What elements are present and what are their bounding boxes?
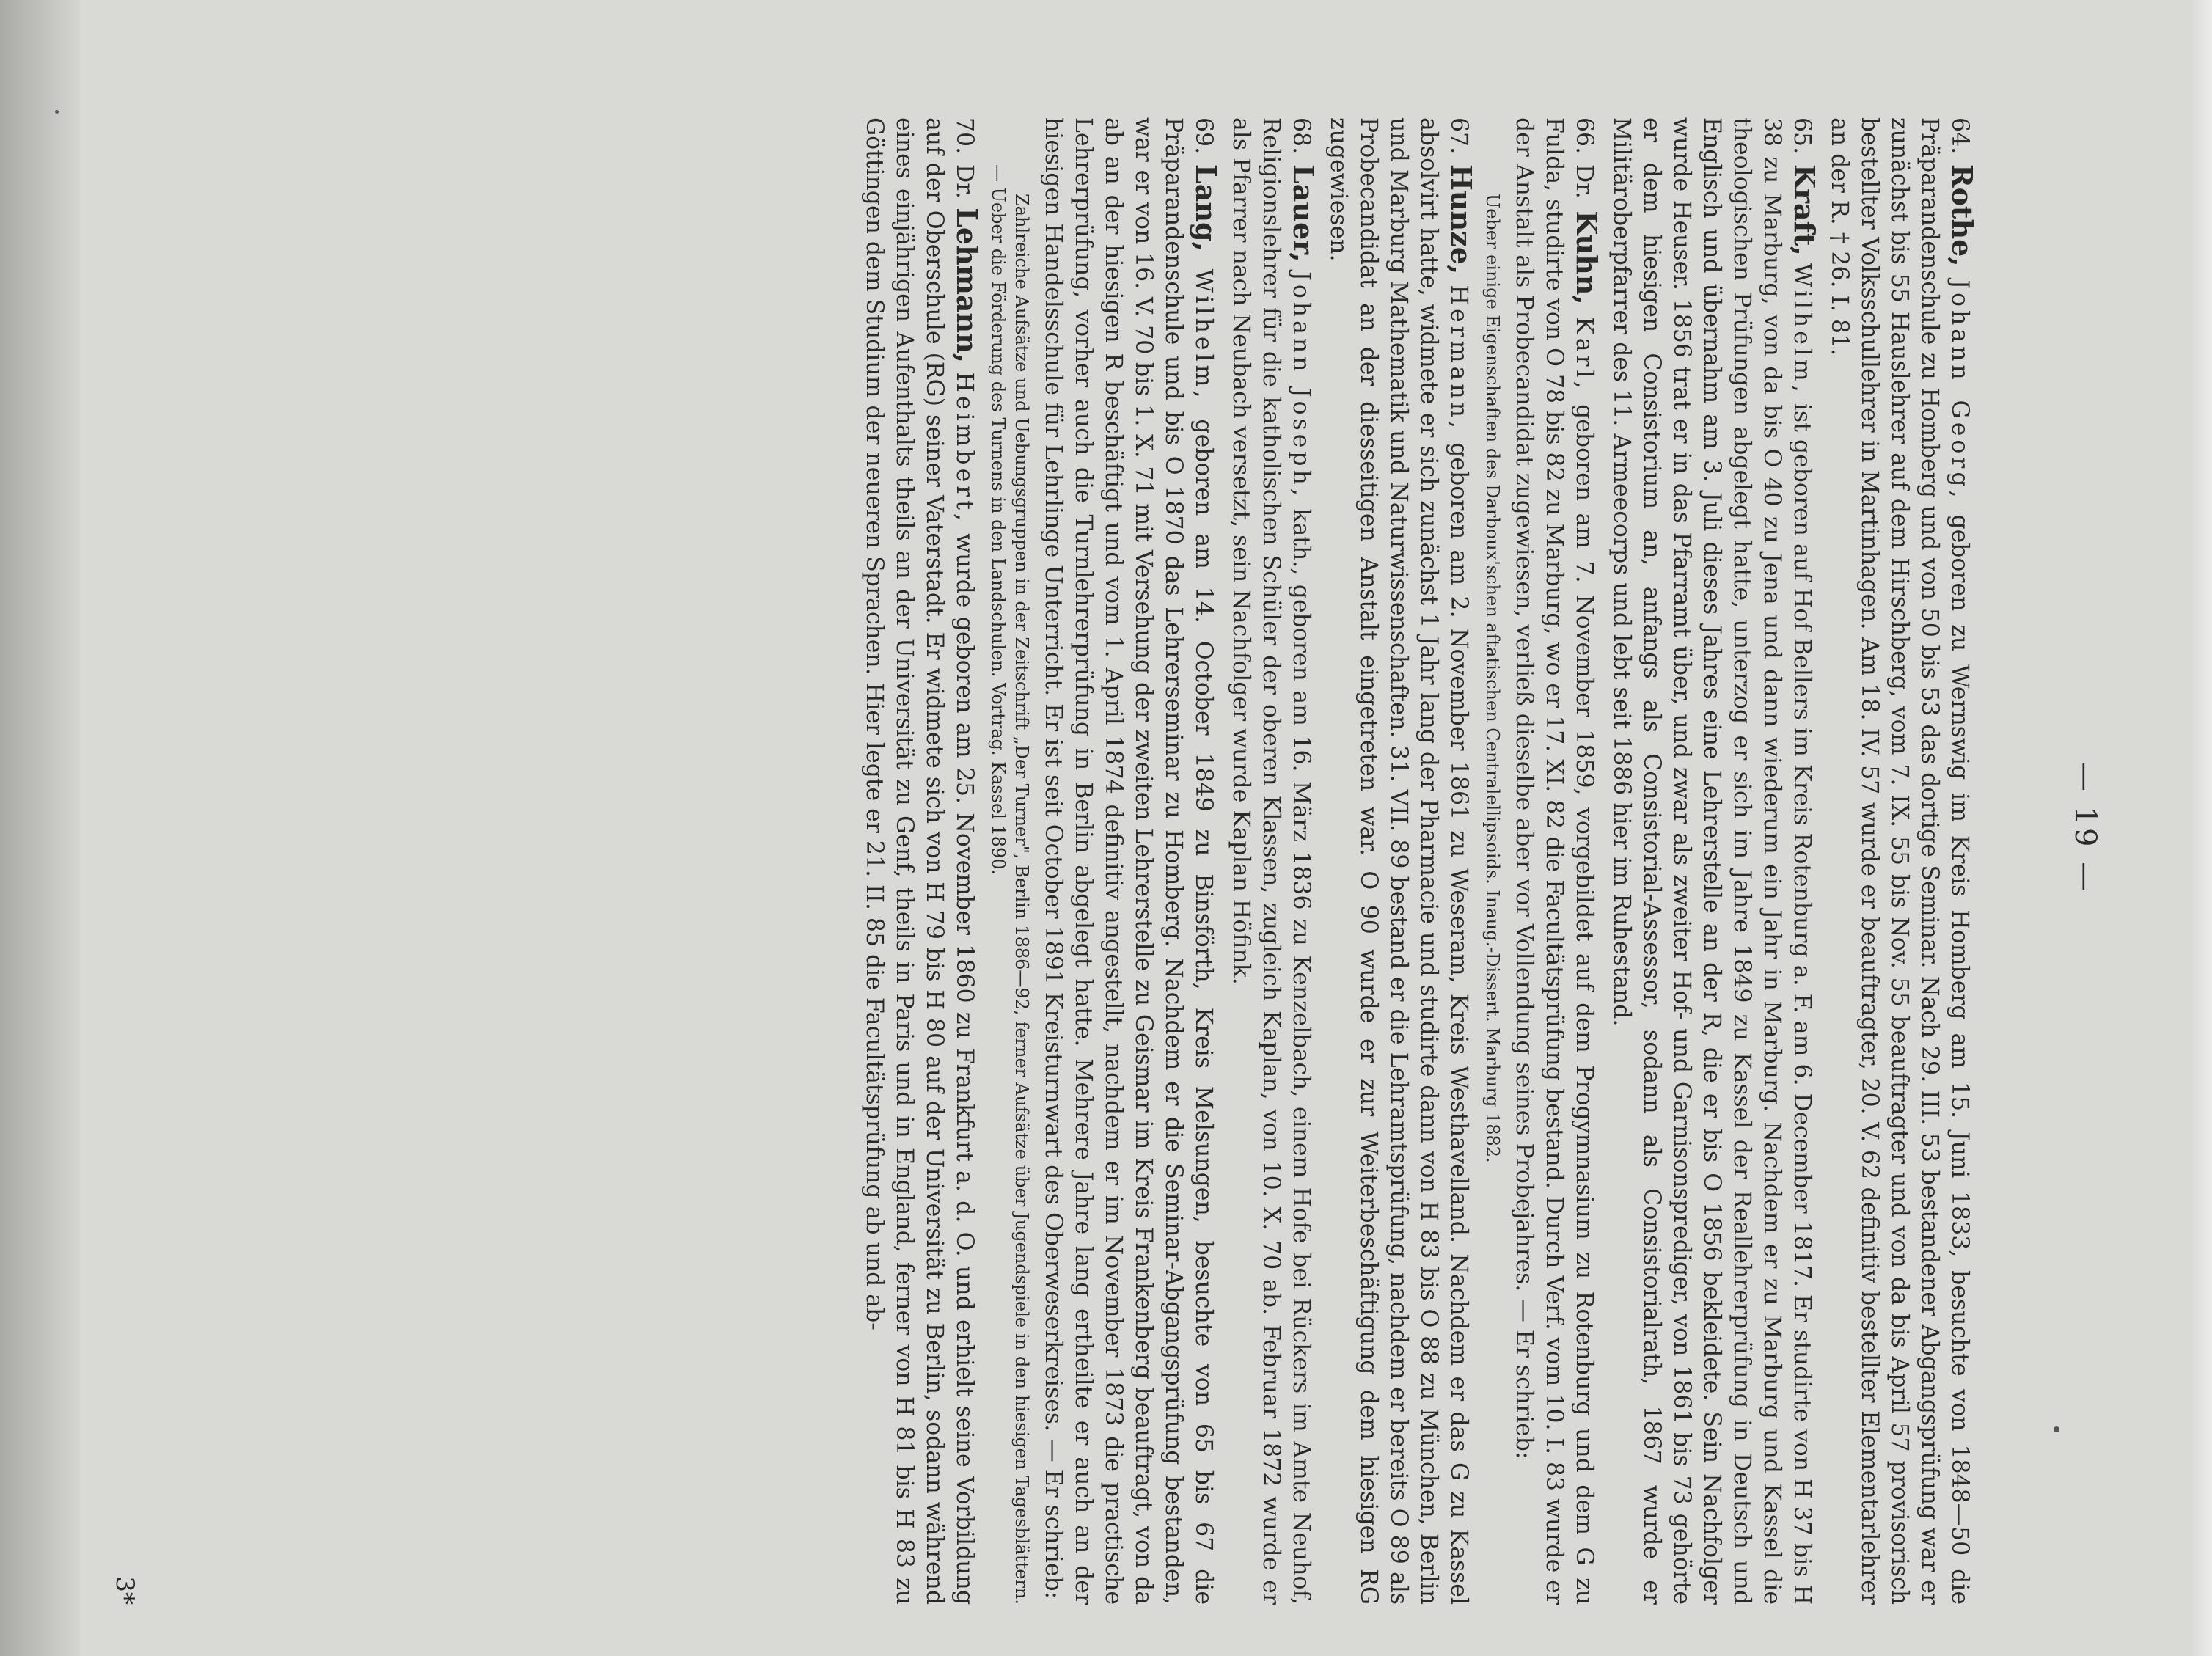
- entry-number: 70.: [951, 117, 978, 155]
- entry-given-name: Johann Georg,: [1947, 279, 1973, 502]
- publication-note-69: Zahlreiche Aufsätze und Uebungsgruppen in der Zeitschrift „Der Turner", Berlin 1886—92, ferner Aufsätze über Jugendspiele in den hiesigen Tagesblättern. — Ueber die Förderung des Turnens in den Landschulen. Vortrag. Kassel 1890.: [988, 164, 1032, 1605]
- entry-name: Rothe,: [1946, 164, 1979, 267]
- entry-list: [859, 117, 1977, 1605]
- entry-68: [1226, 117, 1319, 1605]
- entry-name: Kuhn,: [1570, 210, 1603, 305]
- entry-number: 66.: [1571, 117, 1597, 155]
- entry-64: [1824, 117, 1977, 1605]
- entry-text: geboren am 14. October 1849 zu Binsförth, Kreis Melsungen, besuchte von 65 bis 67 die Präparandenschule und bis O 1870 das Lehrerseminar zu Homberg. Nachdem er die Seminar-Abgangsprüfung bestanden, war er von 16. V. 70 bis 1. X. 71 mit Versehung der zweiten Lehrerstelle zu Geismar im Kreis Frankenberg beauftragt, von da ab an der hiesigen R beschäftigt und vom 1. April 1874 definitiv angestellt, nachdem er im November 1873 die practische Lehrerprüfung, vorher auch die Turnlehrerprüfung in Berlin abgelegt hatte. Mehrere Jahre lang ertheilte er auch an der hiesigen Handelsschule für Lehrlinge Unterricht. Er ist seit October 1891 Kreisturnwart des Oberweserkreises. — Er schrieb:: [1040, 117, 1217, 1605]
- entry-title: Dr.: [951, 164, 978, 208]
- entry-67: [1323, 117, 1476, 1605]
- entry-70: [859, 117, 982, 1605]
- scan-speck: [55, 110, 59, 114]
- entry-65: [1606, 117, 1820, 1605]
- entry-number: 64.: [1947, 117, 1973, 155]
- entry-number: 68.: [1288, 117, 1314, 155]
- entry-given-name: Heimbert,: [951, 372, 978, 524]
- signature-mark: 3*: [110, 1576, 139, 1605]
- entry-number: 67.: [1446, 117, 1472, 155]
- entry-title: Dr.: [1571, 164, 1597, 211]
- entry-name: Kraft,: [1788, 164, 1821, 256]
- entry-name: Lauer,: [1287, 164, 1320, 263]
- entry-text: geboren zu Wernswig im Kreis Homberg am 15. Juni 1833, besuchte von 1848—50 die Präparandenschule zu Homberg und von 50 bis 53 das dortige Seminar. Nach 29. III. 53 bestandener Abgangsprüfung war er zunächst bis 55 Hauslehrer auf dem Hirschberg, vom 7. IX. 55 bis Nov. 55 beauftragter und von da bis April 57 provisorisch bestellter Volksschullehrer in Martinhagen. Am 18. IV. 57 wurde er beauftragter, 20. V. 62 definitiv bestellter Elementarlehrer an der R. † 26. I. 81.: [1826, 117, 1973, 1605]
- entry-name: Hunze,: [1445, 164, 1478, 275]
- entry-given-name: Wilhelm,: [1789, 263, 1815, 396]
- entry-number: 69.: [1190, 117, 1217, 155]
- entry-name: Lehmann,: [951, 208, 984, 364]
- entry-text: geboren am 2. November 1861 zu Weseram, Kreis Westhavelland. Nachdem er das G zu Kassel absolvirt hatte, widmete er sich zunächst 1 Jahr lang der Pharmacie und studirte dann von H 83 bis O 88 zu München, Berlin und Marburg Mathematik und Naturwissenschaften. 31. VII. 89 bestand er die Lehramtsprüfung, nachdem er bereits O 89 als Probecandidat an der diesseitigen Anstalt eingetreten war. O 90 wurde er zur Weiterbeschäftigung dem hiesigen RG zugewiesen.: [1325, 117, 1472, 1605]
- entry-text: wurde geboren am 25. November 1860 zu Frankfurt a. d. O. und erhielt seine Vorbildung auf der Oberschule (RG) seiner Vaterstadt. Er widmete sich von H 79 bis H 80 auf der Universität zu Berlin, sodann während eines einjährigen Aufenthalts theils an der Universität zu Genf, theils in Paris und in England, ferner von H 81 bis H 83 zu Göttingen dem Studium der neueren Sprachen. Hier legte er 21. II. 85 die Facultätsprüfung ab und ab-: [861, 117, 978, 1605]
- entry-text: geboren am 7. November 1859, vorgebildet auf dem Progymnasium zu Rotenburg und dem G zu Fulda, studirte von O 78 bis 82 zu Marburg, wo er 17. XI. 82 die Facultätsprüfung bestand. Durch Verf. vom 10. I. 83 wurde er der Anstalt als Probecandidat zugewiesen, verließ dieselbe aber vor Vollendung seines Probejahres. — Er schrieb:: [1511, 117, 1597, 1605]
- entry-given-name: Wilhelm,: [1190, 268, 1217, 402]
- entry-given-name: Karl,: [1571, 317, 1597, 392]
- scan-speck: [2054, 1426, 2059, 1432]
- entry-69: [1038, 117, 1221, 1605]
- entry-name: Lang,: [1190, 164, 1223, 252]
- entry-given-name: Johann Joseph,: [1288, 271, 1314, 499]
- publication-note-66: Ueber einige Eigenschaften des Darboux'schen aftatischen Centralellipsoids. Inaug.-Dissert. Marburg 1882.: [1482, 194, 1503, 1163]
- entry-given-name: Hermann,: [1446, 285, 1472, 432]
- page-number: — 19 —: [2068, 761, 2102, 895]
- entry-number: 65.: [1789, 117, 1815, 155]
- entry-text: ist geboren auf Hof Bellers im Kreis Rotenburg a. F. am 6. December 1817. Er studirte von H 37 bis H 38 zu Marburg, von da bis O 40 zu Jena und dann wiederum ein Jahr in Marburg. Nachdem er zu Marburg und Kassel die theologischen Prüfungen abgelegt hatte, unterzog er sich im Jahre 1849 zu Kassel der Reallehrerprüfung in Deutsch und Englisch und übernahm am 3. Juli dieses Jahres eine Lehrerstelle an der R, die er bis O 1856 bekleidete. Sein Nachfolger wurde Heuser. 1856 trat er in das Pfarramt über, und zwar als zweiter Hof- und Garnisonsprediger, von 1861 bis 73 gehörte er dem hiesigen Consistorium an, anfangs als Consistorial-Assessor, sodann als Consistorialrath, 1867 wurde er Militäroberpfarrer des 11. Armeecorps und lebt seit 1886 hier im Ruhestand.: [1608, 117, 1815, 1605]
- entry-66: [1509, 117, 1602, 1605]
- entry-text: kath., geboren am 16. März 1836 zu Kenzelbach, einem Hofe bei Rückers im Amte Neuhof, Religionslehrer für die katholischen Schüler der oberen Klassen, zugleich Kaplan, von 10. X. 70 ab. Februar 1872 wurde er als Pfarrer nach Neubach versetzt, sein Nachfolger wurde Kaplan Höfink.: [1228, 117, 1314, 1605]
